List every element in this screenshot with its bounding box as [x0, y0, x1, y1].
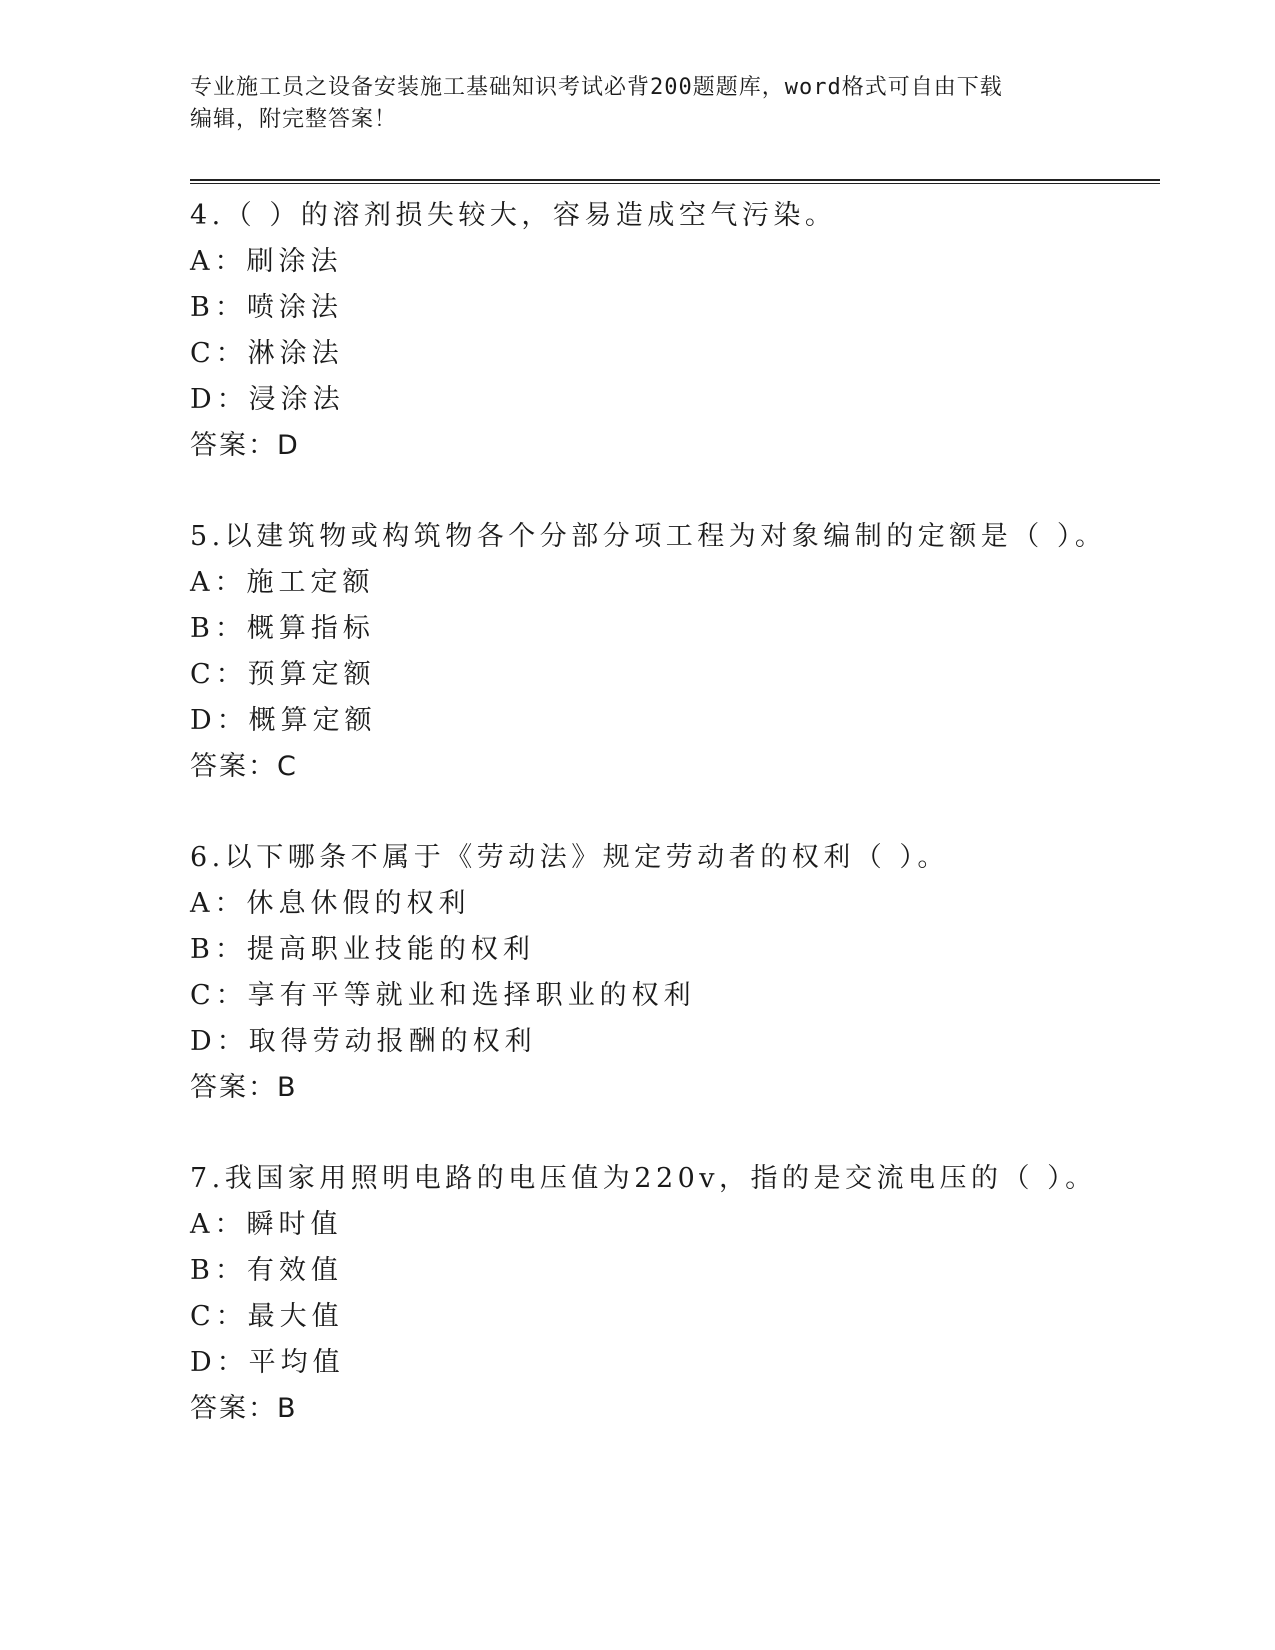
option-d: D：浸涂法: [190, 384, 345, 415]
answer-line: 答案：D: [190, 430, 300, 461]
option-d: D：平均值: [190, 1347, 345, 1378]
option-c: C：淋涂法: [190, 338, 344, 369]
option-a: A：休息休假的权利: [190, 888, 471, 919]
option-c: C：享有平等就业和选择职业的权利: [190, 980, 696, 1011]
option-d: D：取得劳动报酬的权利: [190, 1026, 537, 1057]
header-line-1: 专业施工员之设备安装施工基础知识考试必背200题题库，word格式可自由下载: [190, 75, 1003, 100]
question-5: [190, 514, 1170, 790]
option-a: A：施工定额: [190, 567, 375, 598]
question-6: [190, 835, 1170, 1111]
option-c: C：预算定额: [190, 659, 376, 690]
header-line-2: 编辑，附完整答案！: [190, 107, 398, 132]
option-b: B：有效值: [190, 1255, 343, 1286]
answer-line: 答案：C: [190, 751, 298, 782]
question-7: [190, 1156, 1170, 1432]
question-4: [190, 193, 1170, 469]
option-b: B：提高职业技能的权利: [190, 934, 535, 965]
answer-line: 答案：B: [190, 1072, 298, 1103]
option-a: A：瞬时值: [190, 1209, 343, 1240]
question-stem: 4.（ ）的溶剂损失较大，容易造成空气污染。: [190, 200, 837, 231]
question-stem: 6.以下哪条不属于《劳动法》规定劳动者的权利（ ）。: [190, 842, 949, 873]
header-divider-top: [190, 179, 1160, 181]
question-list: [190, 193, 1170, 1432]
question-stem: 7.我国家用照明电路的电压值为220v，指的是交流电压的（ ）。: [190, 1163, 1097, 1194]
option-c: C：最大值: [190, 1301, 344, 1332]
option-a: A：刷涂法: [190, 246, 343, 277]
question-stem: 5.以建筑物或构筑物各个分部分项工程为对象编制的定额是（ ）。: [190, 521, 1107, 552]
option-b: B：喷涂法: [190, 292, 343, 323]
option-d: D：概算定额: [190, 705, 377, 736]
header-divider-bottom: [190, 183, 1160, 184]
document-header: [190, 72, 1090, 136]
answer-line: 答案：B: [190, 1393, 298, 1424]
option-b: B：概算指标: [190, 613, 375, 644]
